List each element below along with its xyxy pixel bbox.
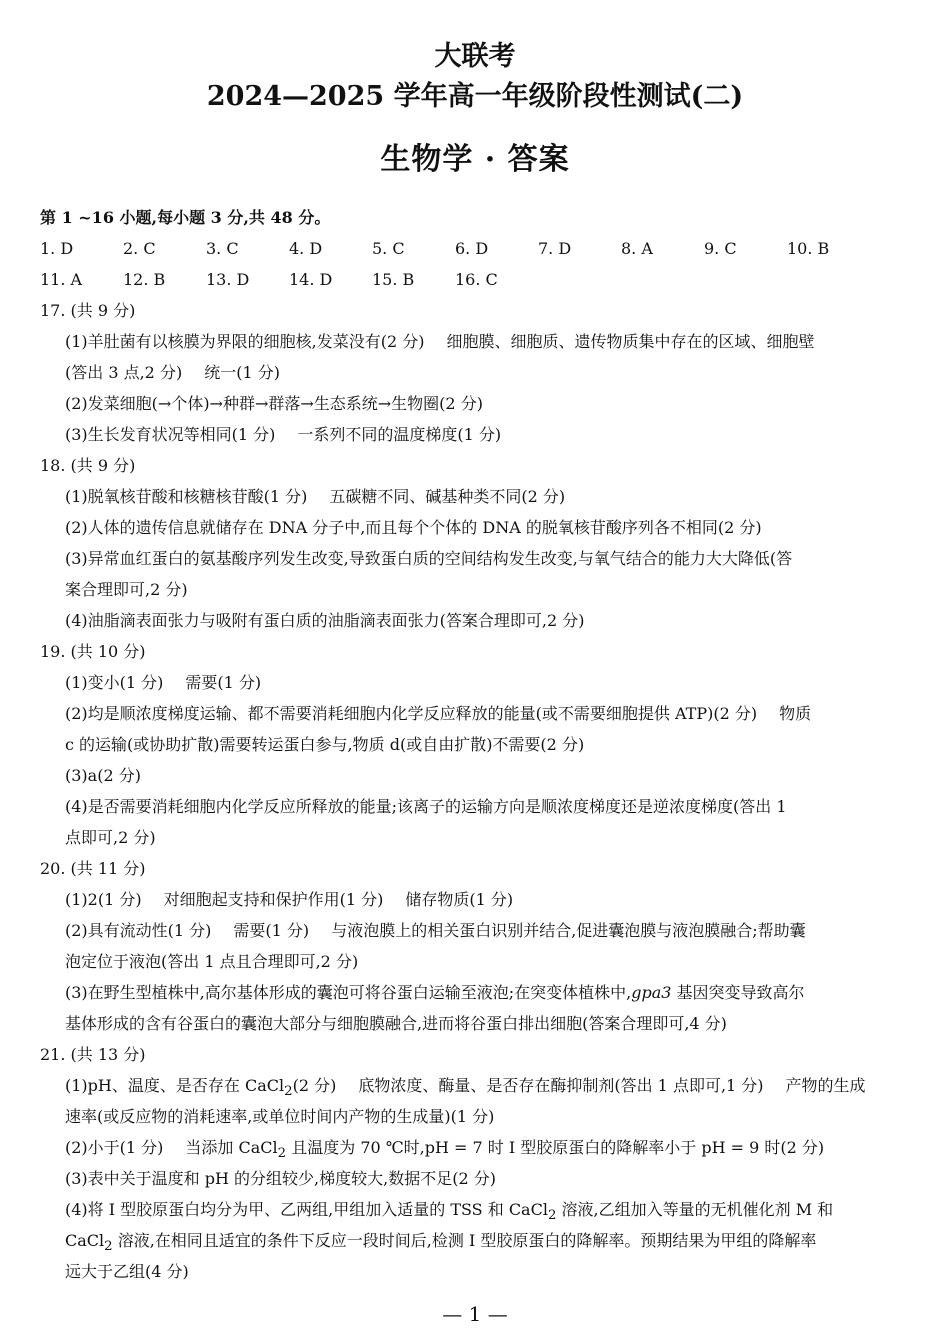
answer-segment: 底物浓度、酶量、是否存在酶抑制剂(答出 1 点即可,1 分) xyxy=(358,1076,764,1095)
q17-part2: (2)发菜细胞(→个体)→种群→群落→生态系统→生物圈(2 分) xyxy=(65,394,483,413)
answer-segment: 一系列不同的温度梯度(1 分) xyxy=(297,425,502,444)
q19-part4-cont: 点即可,2 分) xyxy=(65,828,156,847)
exam-organization: 大联考 xyxy=(434,41,516,72)
subscript: 2 xyxy=(547,1208,557,1224)
q19-part1 xyxy=(40,667,910,698)
answer-segment: (2)小于(1 分) xyxy=(65,1138,164,1157)
mc-answer: 9. C xyxy=(704,239,737,258)
q18-part3-cont: 案合理即可,2 分) xyxy=(65,580,188,599)
q21-part4-cont xyxy=(40,1225,910,1256)
q21-part4 xyxy=(40,1194,910,1225)
q19-part3: (3)a(2 分) xyxy=(65,766,141,785)
mc-answer: 2. C xyxy=(123,239,156,258)
answer-segment: 溶液,在相同且适宜的条件下反应一段时间后,检测 Ⅰ 型胶原蛋白的降解率。预期结果为甲组的降解率 xyxy=(112,1231,817,1250)
q20-part2-cont: 泡定位于液泡(答出 1 点且合理即可,2 分) xyxy=(65,952,359,971)
subject-title: 生物学 · 答案 xyxy=(380,142,570,177)
answer-segment: (1)pH、温度、是否存在 CaCl xyxy=(65,1076,285,1095)
q20-part3 xyxy=(40,977,910,1008)
q20-part3-cont: 基体形成的含有谷蛋白的囊泡大部分与细胞膜融合,进而将谷蛋白排出细胞(答案合理即可,4 分) xyxy=(65,1014,727,1033)
answer-segment: (2)均是顺浓度梯度运输、都不需要消耗细胞内化学反应释放的能量(或不需要细胞提供 ATP)(2 分) xyxy=(65,704,758,723)
answer-segment: (1)变小(1 分) xyxy=(65,673,164,692)
mc-answer: 15. B xyxy=(372,270,415,289)
answer-segment: (3)在野生型植株中,高尔基体形成的囊泡可将谷蛋白运输至液泡;在突变体植株中, xyxy=(65,983,632,1002)
q18-part4: (4)油脂滴表面张力与吸附有蛋白质的油脂滴表面张力(答案合理即可,2 分) xyxy=(65,611,585,630)
answer-segment: 统一(1 分) xyxy=(204,363,280,382)
q20-title: 20. (共 11 分) xyxy=(40,859,146,878)
mc-answer: 7. D xyxy=(538,239,572,258)
mc-intro: 第 1 ~16 小题,每小题 3 分,共 48 分。 xyxy=(40,208,331,227)
answer-segment: 与液泡膜上的相关蛋白识别并结合,促进囊泡膜与液泡膜融合;帮助囊 xyxy=(331,921,806,940)
answer-segment: (答出 3 点,2 分) xyxy=(65,363,183,382)
mc-answer: 5. C xyxy=(372,239,405,258)
mc-answer: 3. C xyxy=(206,239,239,258)
q21-part2 xyxy=(40,1132,910,1163)
q18-part2: (2)人体的遗传信息就储存在 DNA 分子中,而且每个个体的 DNA 的脱氧核苷酸序列各不相同(2 分) xyxy=(65,518,762,537)
q17-part3 xyxy=(40,419,910,450)
mc-row-1 xyxy=(40,233,910,264)
mc-answer: 8. A xyxy=(621,239,653,258)
answer-segment: (1)脱氧核苷酸和核糖核苷酸(1 分) xyxy=(65,487,308,506)
answer-segment: (1)2(1 分) xyxy=(65,890,142,909)
q19-part4: (4)是否需要消耗细胞内化学反应所释放的能量;该离子的运输方向是顺浓度梯度还是逆浓度梯度(答出 1 xyxy=(65,797,787,816)
answer-segment: 且温度为 70 ℃时,pH = 7 时 Ⅰ 型胶原蛋白的降解率小于 pH = 9 时(2 分) xyxy=(286,1138,825,1157)
q18-part3: (3)异常血红蛋白的氨基酸序列发生改变,导致蛋白质的空间结构发生改变,与氧气结合的能力大大降低(答 xyxy=(65,549,793,568)
q17-part1 xyxy=(40,326,910,357)
answer-segment: (1)羊肚菌有以核膜为界限的细胞核,发菜没有(2 分) xyxy=(65,332,425,351)
answer-body xyxy=(40,202,910,1287)
q21-part1 xyxy=(40,1070,910,1101)
mc-answer: 14. D xyxy=(289,270,333,289)
q21-title: 21. (共 13 分) xyxy=(40,1045,146,1064)
mc-answer: 10. B xyxy=(787,239,830,258)
mc-row-2 xyxy=(40,264,910,295)
answer-segment: 当添加 CaCl xyxy=(185,1138,278,1157)
answer-segment: (2 分) xyxy=(292,1076,337,1095)
answer-segment: 对细胞起支持和保护作用(1 分) xyxy=(163,890,384,909)
answer-segment: 细胞膜、细胞质、遗传物质集中存在的区域、细胞壁 xyxy=(446,332,815,351)
exam-title: 2024—2025 学年高一年级阶段性测试(二) xyxy=(206,81,744,112)
q19-part2-cont: c 的运输(或协助扩散)需要转运蛋白参与,物质 d(或自由扩散)不需要(2 分) xyxy=(65,735,585,754)
q21-part1-cont: 速率(或反应物的消耗速率,或单位时间内产物的生成量)(1 分) xyxy=(65,1107,495,1126)
mc-answer: 13. D xyxy=(206,270,250,289)
answer-segment: 基因突变导致高尔 xyxy=(671,983,805,1002)
mc-answer: 11. A xyxy=(40,270,83,289)
mc-answer: 4. D xyxy=(289,239,323,258)
mc-answer: 12. B xyxy=(123,270,166,289)
q18-part1 xyxy=(40,481,910,512)
mc-answer: 1. D xyxy=(40,239,74,258)
answer-segment: CaCl xyxy=(65,1231,105,1250)
q17-part1-cont xyxy=(40,357,910,388)
answer-segment: 五碳糖不同、碱基种类不同(2 分) xyxy=(329,487,566,506)
answer-segment: (2)具有流动性(1 分) xyxy=(65,921,212,940)
q20-part1 xyxy=(40,884,910,915)
subscript: 2 xyxy=(284,1084,293,1100)
q19-part2 xyxy=(40,698,910,729)
subscript: 2 xyxy=(277,1146,287,1162)
q18-title: 18. (共 9 分) xyxy=(40,456,136,475)
mc-answer: 16. C xyxy=(455,270,498,289)
answer-segment: 需要(1 分) xyxy=(233,921,310,940)
answer-segment: (4)将 Ⅰ 型胶原蛋白均分为甲、乙两组,甲组加入适量的 TSS 和 CaCl xyxy=(65,1200,548,1219)
q21-part3: (3)表中关于温度和 pH 的分组较少,梯度较大,数据不足(2 分) xyxy=(65,1169,496,1188)
q20-part2 xyxy=(40,915,910,946)
q19-title: 19. (共 10 分) xyxy=(40,642,146,661)
answer-segment: 需要(1 分) xyxy=(185,673,262,692)
answer-segment: 溶液,乙组加入等量的无机催化剂 M 和 xyxy=(556,1200,834,1219)
q17-title: 17. (共 9 分) xyxy=(40,301,136,320)
subscript: 2 xyxy=(104,1239,113,1255)
answer-segment: 产物的生成 xyxy=(785,1076,866,1095)
q21-part4-end: 远大于乙组(4 分) xyxy=(65,1262,189,1281)
page-number: — 1 — xyxy=(442,1302,508,1326)
gene-name: gpa3 xyxy=(631,983,672,1002)
answer-segment: 物质 xyxy=(779,704,812,723)
mc-answer: 6. D xyxy=(455,239,489,258)
answer-segment: 储存物质(1 分) xyxy=(405,890,514,909)
answer-segment: (3)生长发育状况等相同(1 分) xyxy=(65,425,276,444)
